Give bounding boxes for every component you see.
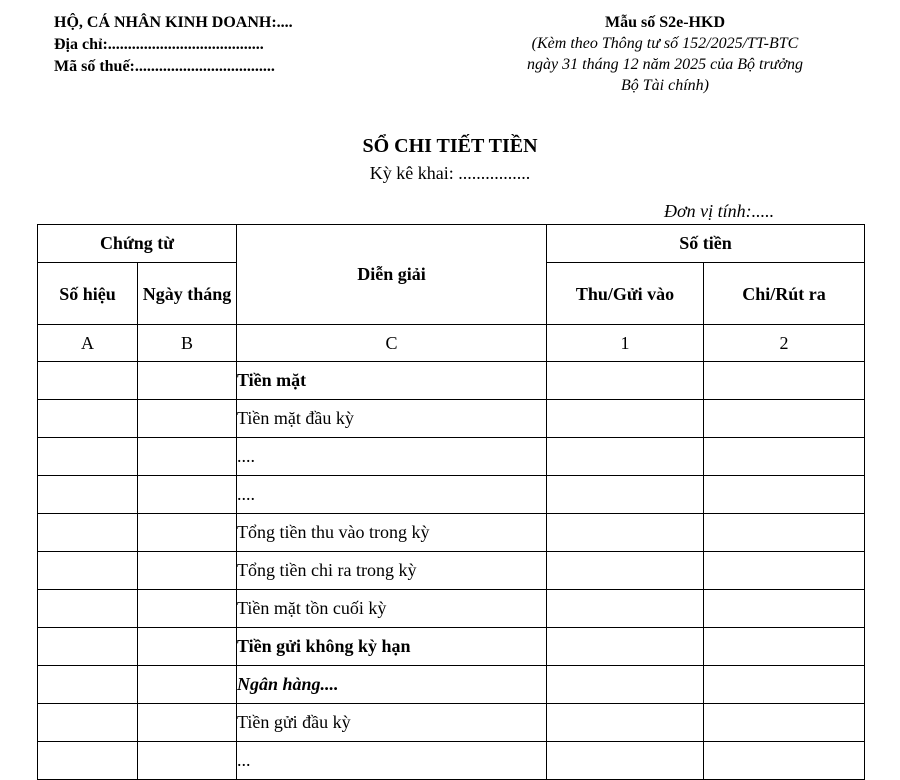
amount-out-cell: [704, 514, 865, 552]
amount-in-cell: [547, 666, 704, 704]
address-line: Địa chỉ:.......................................: [54, 36, 264, 53]
voucher-date-cell: [138, 514, 237, 552]
voucher-date-cell: [138, 552, 237, 590]
amount-in-cell: [547, 590, 704, 628]
amount-out-cell: [704, 704, 865, 742]
amount-in-cell: [547, 704, 704, 742]
business-name-line: HỘ, CÁ NHÂN KINH DOANH:....: [54, 14, 293, 31]
voucher-header: Chứng từ: [38, 225, 237, 263]
table-row: [38, 476, 865, 514]
voucher-number-cell: [38, 552, 138, 590]
column-code: 1: [547, 325, 704, 362]
column-code: C: [237, 325, 547, 362]
business-info: [54, 12, 293, 78]
column-code: 2: [704, 325, 865, 362]
voucher-date-cell: [138, 590, 237, 628]
table-row: [38, 666, 865, 704]
table-row: [38, 704, 865, 742]
row-description: Tổng tiền thu vào trong kỳ: [237, 514, 547, 552]
amount-out-cell: [704, 362, 865, 400]
row-description: ....: [237, 438, 547, 476]
row-description: Ngân hàng....: [237, 666, 547, 704]
voucher-number-cell: [38, 628, 138, 666]
table-row: [38, 362, 865, 400]
ledger-body: [38, 362, 865, 780]
table-row: [38, 742, 865, 780]
amount-in-cell: [547, 476, 704, 514]
voucher-date-cell: [138, 476, 237, 514]
amount-out-cell: [704, 476, 865, 514]
row-description: Tiền mặt: [237, 362, 547, 400]
row-description: ...: [237, 742, 547, 780]
tax-code-line: Mã số thuế:...................................: [54, 58, 275, 75]
row-description: Tiền mặt đầu kỳ: [237, 400, 547, 438]
table-row: [38, 514, 865, 552]
cash-ledger-table: [37, 224, 865, 780]
table-row: [38, 628, 865, 666]
voucher-date-cell: [138, 742, 237, 780]
voucher-date-header: Ngày tháng: [138, 263, 237, 325]
amount-in-cell: [547, 438, 704, 476]
voucher-number-cell: [38, 704, 138, 742]
amount-in-cell: [547, 628, 704, 666]
voucher-date-cell: [138, 362, 237, 400]
document-title: SỔ CHI TIẾT TIỀN: [362, 135, 538, 157]
amount-out-cell: [704, 666, 865, 704]
amount-out-cell: [704, 400, 865, 438]
amount-out-cell: [704, 628, 865, 666]
row-description: Tiền gửi không kỳ hạn: [237, 628, 547, 666]
amount-out-cell: [704, 552, 865, 590]
form-number: Mẫu số S2e-HKD: [605, 14, 725, 31]
voucher-date-cell: [138, 628, 237, 666]
column-code-row: [38, 325, 865, 362]
column-code: A: [38, 325, 138, 362]
voucher-date-cell: [138, 704, 237, 742]
description-header: Diễn giải: [237, 225, 547, 325]
amount-in-cell: [547, 362, 704, 400]
voucher-number-cell: [38, 514, 138, 552]
unit-of-measure: Đơn vị tính:.....: [664, 201, 775, 221]
amount-in-cell: [547, 400, 704, 438]
voucher-number-cell: [38, 438, 138, 476]
voucher-number-cell: [38, 666, 138, 704]
column-code: B: [138, 325, 237, 362]
reporting-period: Kỳ kê khai: ................: [369, 163, 531, 183]
voucher-number-header: Số hiệu: [38, 263, 138, 325]
row-description: Tiền gửi đầu kỳ: [237, 704, 547, 742]
amount-out-header: Chi/Rút ra: [704, 263, 865, 325]
row-description: Tiền mặt tồn cuối kỳ: [237, 590, 547, 628]
amount-in-header: Thu/Gửi vào: [547, 263, 704, 325]
voucher-date-cell: [138, 666, 237, 704]
row-description: Tổng tiền chi ra trong kỳ: [237, 552, 547, 590]
row-description: ....: [237, 476, 547, 514]
amount-out-cell: [704, 742, 865, 780]
voucher-number-cell: [38, 742, 138, 780]
amount-in-cell: [547, 514, 704, 552]
voucher-date-cell: [138, 400, 237, 438]
amount-in-cell: [547, 742, 704, 780]
voucher-number-cell: [38, 400, 138, 438]
circular-note-line-1: (Kèm theo Thông tư số 152/2025/TT-BTC: [531, 35, 799, 52]
amount-out-cell: [704, 438, 865, 476]
form-reference: [500, 12, 830, 96]
voucher-number-cell: [38, 362, 138, 400]
table-row: [38, 438, 865, 476]
voucher-number-cell: [38, 590, 138, 628]
table-row: [38, 400, 865, 438]
table-row: [38, 552, 865, 590]
table-row: [38, 590, 865, 628]
circular-note-line-3: Bộ Tài chính): [621, 77, 709, 94]
amount-header: Số tiền: [547, 225, 865, 263]
amount-in-cell: [547, 552, 704, 590]
circular-note-line-2: ngày 31 tháng 12 năm 2025 của Bộ trưởng: [527, 56, 803, 73]
voucher-date-cell: [138, 438, 237, 476]
amount-out-cell: [704, 590, 865, 628]
voucher-number-cell: [38, 476, 138, 514]
